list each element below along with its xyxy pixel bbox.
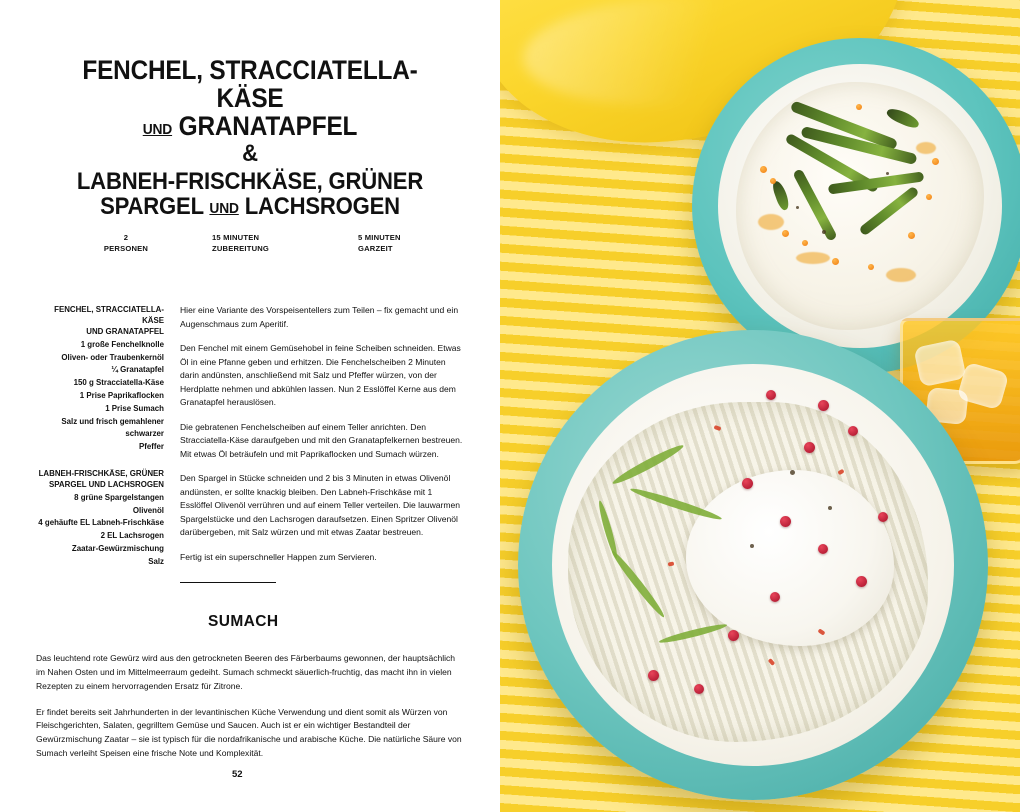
recipe-text-page <box>0 0 500 812</box>
oil-drizzle <box>886 268 916 282</box>
salmon-roe <box>868 264 874 270</box>
recipe-title <box>40 56 460 220</box>
salmon-roe <box>856 104 862 110</box>
pomegranate-seed <box>848 426 858 436</box>
pomegranate-seed <box>648 670 659 681</box>
ingredient-item: 2 EL Lachsrogen <box>100 531 164 541</box>
ingredient-item: 1 große Fenchelknolle <box>80 339 164 349</box>
ingredient-group-spacer <box>36 454 164 469</box>
ingredient-group-2-heading-line1: LABNEH-FRISCHKÄSE, GRÜNER <box>38 468 164 478</box>
asparagus-tip <box>771 180 792 212</box>
sidebar-body <box>36 652 464 761</box>
ingredient-item: 8 grüne Spargelstangen <box>74 492 164 502</box>
pomegranate-seed <box>878 512 888 522</box>
title-und-2: UND <box>209 200 239 218</box>
title-line-2 <box>57 112 443 140</box>
ingredient-item: Salz <box>148 556 164 566</box>
recipe-step: Fertig ist ein superschneller Happen zum Servieren. <box>180 551 377 562</box>
ingredient-group-1-heading-line2: UND GRANATAPFEL <box>86 326 164 336</box>
recipe-steps <box>180 304 464 564</box>
meta-servings <box>96 232 156 254</box>
meta-cook-label: GARZEIT <box>358 244 393 253</box>
oil-drizzle <box>796 252 830 264</box>
ingredient-item: Olivenöl <box>132 505 164 515</box>
fennel-salad-plate <box>518 330 988 800</box>
oil-drizzle <box>916 142 936 154</box>
ingredient-item: Zaatar-Gewürzmischung <box>71 543 164 553</box>
pomegranate-seed <box>818 544 828 554</box>
sidebar-title: SUMACH <box>208 613 279 630</box>
meta-servings-value: 2 <box>123 233 129 242</box>
pomegranate-seed <box>818 400 829 411</box>
sidebar-paragraph: Er findet bereits seit Jahrhunderten in der levantinischen Küche Verwendung und dient somit als Würzen von Fleischgerichten, Salaten, gegrilltem Gemüse und Saucen. Auch ist er ein wichtiger Bestandteil der Gewürzmischung Zaatar – sie ist typisch für die nordafrikanische und arabische Küche. Die natürliche Säure von Sumach verleiht Speisen eine frische Note und Komplexität. <box>36 706 462 759</box>
meta-servings-label: PERSONEN <box>103 244 149 253</box>
pomegranate-seed <box>804 442 815 453</box>
ingredient-item: Salz und frisch gemahlener schwarzer <box>61 416 164 439</box>
meta-prep-label: ZUBEREITUNG <box>212 244 270 253</box>
sidebar-paragraph: Das leuchtend rote Gewürz wird aus den getrockneten Beeren des Färberbaums gewonnen, der hauptsächlich im Nahen Osten und im Mittelmeerraum gedeiht. Sumach schmeckt säuerlich-fruchtig, das macht ihn in vielen Rezepten zu einem hervorragenden Ersatz für Zitrone. <box>36 653 456 691</box>
pomegranate-seed <box>742 478 753 489</box>
ingredient-item: Oliven- oder Traubenkernöl <box>61 352 164 362</box>
pomegranate-seed <box>728 630 739 641</box>
title-line-4-text: LACHSROGEN <box>244 193 400 221</box>
recipe-step: Die gebratenen Fenchelscheiben auf einem Teller anrichten. Den Stracciatella-Käse daraufgeben und mit den Granatapfelkernen bestreuen. Mit etwas Öl beträufeln und mit Paprikaflocken und Sumach würzen. <box>180 421 463 459</box>
title-line-1: FENCHEL, STRACCIATELLA-KÄSE <box>82 55 418 114</box>
meta-cook-value: 5 MINUTEN <box>358 233 401 242</box>
black-pepper <box>796 206 799 209</box>
meta-cook <box>358 232 468 254</box>
pomegranate-seed <box>856 576 867 587</box>
salmon-roe <box>782 230 789 237</box>
salmon-roe <box>932 158 939 165</box>
ingredient-group-2-heading-line2: SPARGEL UND LACHSROGEN <box>48 479 164 489</box>
ingredient-item: Pfeffer <box>139 442 164 452</box>
salmon-roe <box>802 240 808 246</box>
title-und-1: UND <box>142 121 173 139</box>
recipe-step: Hier eine Variante des Vorspeisentellers zum Teilen – fix gemacht und ein Augenschmaus zum Aperitif. <box>180 305 459 329</box>
pomegranate-seed <box>766 390 776 400</box>
salmon-roe <box>926 194 932 200</box>
pomegranate-seed <box>770 592 780 602</box>
recipe-step: Den Spargel in Stücke schneiden und 2 bis 3 Minuten in etwas Olivenöl andünsten, er sollte knackig bleiben. Den Labneh-Frischkäse mit 1 Esslöffel Olivenöl verrühren und auf einem Teller verteilen. Die lauwarmen Spargelstücke und den Lachsrogen daraufsetzen. Einen Spritzer Olivenöl darübergeben, mit Salz würzen und mit etwas Zaatar bestreuen. <box>180 473 460 537</box>
title-line-2-text: GRANATAPFEL <box>178 111 358 142</box>
title-line-4 <box>57 194 443 219</box>
salmon-roe <box>832 258 839 265</box>
ice-cube <box>913 339 966 388</box>
black-pepper <box>790 470 795 475</box>
ingredient-group-1-heading-line1: FENCHEL, STRACCIATELLA-KÄSE <box>54 305 164 325</box>
ingredient-item: 4 gehäufte EL Labneh-Frischkäse <box>38 518 164 528</box>
black-pepper <box>822 230 826 234</box>
asparagus-spear <box>792 168 837 242</box>
pomegranate-seed <box>694 684 704 694</box>
salmon-roe <box>908 232 915 239</box>
recipe-photo-page <box>500 0 1020 812</box>
black-pepper <box>828 506 832 510</box>
meta-prep <box>212 232 322 254</box>
ingredient-item: 150 g Stracciatella-Käse <box>73 378 164 388</box>
title-ampersand: & <box>242 140 258 168</box>
black-pepper <box>750 544 754 548</box>
ingredients-column <box>36 305 164 568</box>
asparagus-spear <box>858 186 919 237</box>
salmon-roe <box>760 166 767 173</box>
page-number: 52 <box>232 769 243 780</box>
recipe-meta <box>40 232 460 266</box>
title-line-3: LABNEH-FRISCHKÄSE, GRÜNER <box>76 167 424 195</box>
ingredient-group-1-heading <box>36 305 164 338</box>
salmon-roe <box>770 178 776 184</box>
recipe-step: Den Fenchel mit einem Gemüsehobel in feine Scheiben schneiden. Etwas Öl in eine Pfanne geben und erhitzen. Die Fenchelscheiben 2 Minuten darin andünsten, anschließend mit Salz und Pfeffer würzen, von der Herdplatte nehmen und abkühlen lassen. Nun 2 Esslöffel Kerne aus dem Granatapfel herauslösen. <box>180 343 461 407</box>
ingredient-group-2-heading <box>36 469 164 491</box>
section-divider <box>180 582 276 583</box>
title-spargel: SPARGEL <box>100 193 204 221</box>
meta-prep-value: 15 MINUTEN <box>212 233 260 242</box>
ingredient-item: 1 Prise Paprikaflocken <box>79 390 164 400</box>
black-pepper <box>886 172 889 175</box>
ingredient-item: 1 Prise Sumach <box>105 403 164 413</box>
ingredient-item: ¼ Granatapfel <box>111 365 164 375</box>
oil-drizzle <box>758 214 784 230</box>
pomegranate-seed <box>780 516 791 527</box>
asparagus-tip <box>885 106 921 131</box>
